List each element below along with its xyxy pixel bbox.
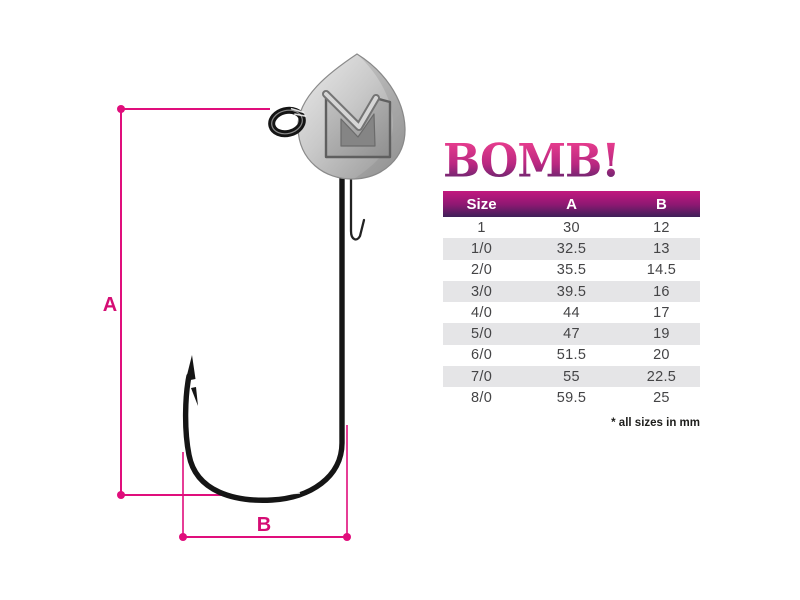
table-row (443, 238, 700, 259)
cell-b: 16 (653, 283, 670, 300)
size-table (443, 191, 700, 409)
cell-b: 22.5 (646, 368, 677, 385)
table-row (443, 323, 700, 344)
table-row (443, 345, 700, 366)
cell-size: 7/0 (471, 368, 493, 385)
cell-b: 25 (653, 390, 670, 407)
table-header-row (443, 191, 700, 217)
cell-size: 8/0 (471, 390, 493, 407)
cell-a: 39.5 (556, 283, 587, 300)
hook (186, 176, 365, 500)
jig-head (269, 54, 405, 179)
cell-a: 32.5 (556, 240, 587, 257)
cell-b: 17 (653, 304, 670, 321)
product-title: BOMB! (443, 138, 700, 186)
table-row (443, 387, 700, 408)
cell-b: 19 (653, 326, 670, 343)
cell-a: 47 (563, 326, 580, 343)
table-row (443, 302, 700, 323)
column-header-b: B (656, 195, 667, 213)
cell-a: 59.5 (556, 390, 587, 407)
table-row (443, 366, 700, 387)
table-row (443, 217, 700, 238)
cell-size: 2/0 (471, 262, 493, 279)
table-row (443, 260, 700, 281)
hook-point (186, 355, 196, 381)
cell-b: 20 (653, 347, 670, 364)
cell-b: 14.5 (646, 262, 677, 279)
dimension-b-label: B (256, 514, 272, 536)
column-header-size: Size (466, 195, 497, 213)
cell-size: 4/0 (471, 304, 493, 321)
cell-size: 1/0 (471, 240, 493, 257)
sizes-footnote: * all sizes in mm (611, 416, 700, 429)
cell-a: 30 (563, 219, 580, 236)
spec-panel (443, 134, 700, 429)
cell-a: 35.5 (556, 262, 587, 279)
cell-size: 6/0 (471, 347, 493, 364)
dimension-a-label: A (102, 294, 118, 316)
cell-a: 44 (563, 304, 580, 321)
cell-size: 5/0 (471, 326, 493, 343)
cell-b: 12 (653, 219, 670, 236)
cell-size: 3/0 (471, 283, 493, 300)
cell-size: 1 (477, 219, 486, 236)
cell-a: 55 (563, 368, 580, 385)
cell-a: 51.5 (556, 347, 587, 364)
hook-shank-and-bend (186, 176, 342, 500)
bait-keeper-wire (351, 177, 364, 239)
table-row (443, 281, 700, 302)
column-header-a: A (566, 195, 577, 213)
hook-barb (191, 387, 198, 406)
cell-b: 13 (653, 240, 670, 257)
